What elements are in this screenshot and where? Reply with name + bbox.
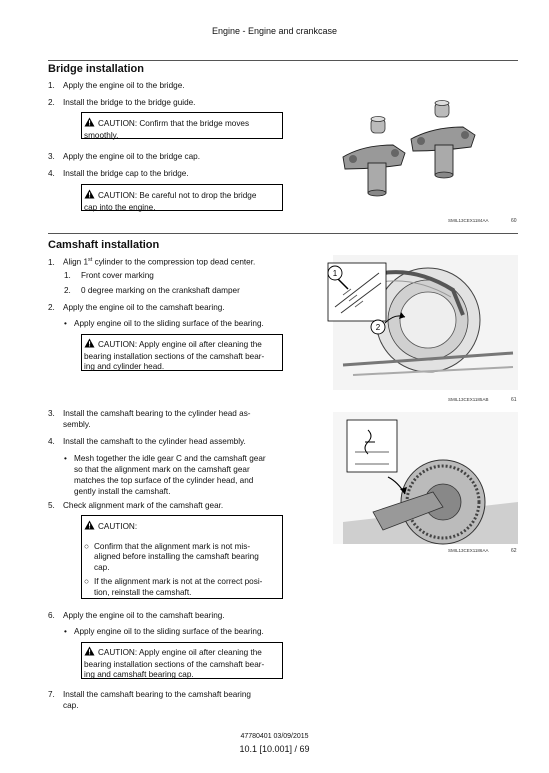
callout-label-1: 1 xyxy=(332,269,338,278)
section-title-bridge: Bridge installation xyxy=(48,63,144,75)
bridge-step-4: 4. Install the bridge cap to the bridge. xyxy=(48,169,189,178)
callout-label-2: 2 xyxy=(375,323,381,332)
camshaft-step-4: 4. Install the camshaft to the cylinder head assembly. xyxy=(48,437,246,446)
warning-triangle-icon xyxy=(84,646,95,660)
page-header: Engine - Engine and crankcase xyxy=(211,26,338,36)
warning-triangle-icon xyxy=(84,189,95,203)
warning-triangle-icon xyxy=(84,520,95,534)
camshaft-step-6-bullet: • Apply engine oil to the sliding surface of the bearing. xyxy=(64,627,264,636)
bridge-step-2: 2. Install the bridge to the bridge guide. xyxy=(48,98,196,107)
camshaft-step-6: 6. Apply the engine oil to the camshaft bearing. xyxy=(48,611,225,620)
camshaft-step-1: 1. Align 1st cylinder to the compression top dead center. xyxy=(48,257,256,267)
figure-camshaft-gear-alignment xyxy=(313,412,518,547)
page-number: 10.1 [10.001] / 69 xyxy=(239,744,310,754)
camshaft-step-1-sub-1: 1. Front cover marking xyxy=(64,271,154,280)
section-title-camshaft: Camshaft installation xyxy=(48,239,160,251)
figure-number: 62 xyxy=(511,548,517,554)
warning-triangle-icon xyxy=(84,117,95,131)
figure-code: SMIL13CEX1184AA xyxy=(448,218,489,223)
section-divider xyxy=(48,60,518,61)
figure-number: 60 xyxy=(511,218,517,224)
figure-code: SMIL13CEX1186AA xyxy=(448,548,489,553)
camshaft-step-5: 5. Check alignment mark of the camshaft gear. xyxy=(48,501,224,510)
camshaft-step-2-bullet: • Apply engine oil to the sliding surface of the bearing. xyxy=(64,319,264,328)
camshaft-step-7: 7. Install the camshaft bearing to the camshaft bearing cap. xyxy=(48,690,251,710)
bridge-step-1: 1. Apply the engine oil to the bridge. xyxy=(48,81,185,90)
bridge-step-3: 3. Apply the engine oil to the bridge cap. xyxy=(48,152,201,161)
caution-box-bearing-cap: CAUTION: Apply engine oil after cleaning the bearing installation sections of the camshaft bear- ing and camshaft bearing cap. xyxy=(81,642,283,679)
camshaft-step-2: 2. Apply the engine oil to the camshaft bearing. xyxy=(48,303,225,312)
caution-box-bearing-cylinder-head: CAUTION: Apply engine oil after cleaning the bearing installation sections of the camshaft bear- ing and cylinder head. xyxy=(81,334,283,371)
document-code: 47780401 03/09/2015 xyxy=(240,733,309,740)
warning-triangle-icon xyxy=(84,338,95,352)
caution-box-alignment-mark: CAUTION: ○ Confirm that the alignment mark is not mis- aligned before installing the camshaft bearing cap. ○ If the alignment mark is not at the correct posi- tion, reinstall the camshaft. xyxy=(81,515,283,599)
section-divider xyxy=(48,233,518,234)
camshaft-step-3: 3. Install the camshaft bearing to the cylinder head as- sembly. xyxy=(48,409,251,429)
figure-bridge-illustration xyxy=(313,65,518,225)
caution-box-bridge-cap: CAUTION: Be careful not to drop the bridge cap into the engine. xyxy=(81,184,283,211)
figure-crankshaft-damper-marking xyxy=(313,255,518,395)
figure-number: 61 xyxy=(511,397,517,403)
camshaft-step-1-sub-2: 2. 0 degree marking on the crankshaft damper xyxy=(64,286,240,295)
figure-code: SMIL13CEX1185AB xyxy=(448,397,489,402)
caution-box-bridge-moves: CAUTION: Confirm that the bridge moves smoothly. xyxy=(81,112,283,139)
camshaft-step-4-bullet: • Mesh together the idle gear C and the camshaft gear so that the alignment mark on the camshaft gear matches the top surface of the cylinder head, and gently install the camshaft. xyxy=(64,454,266,496)
